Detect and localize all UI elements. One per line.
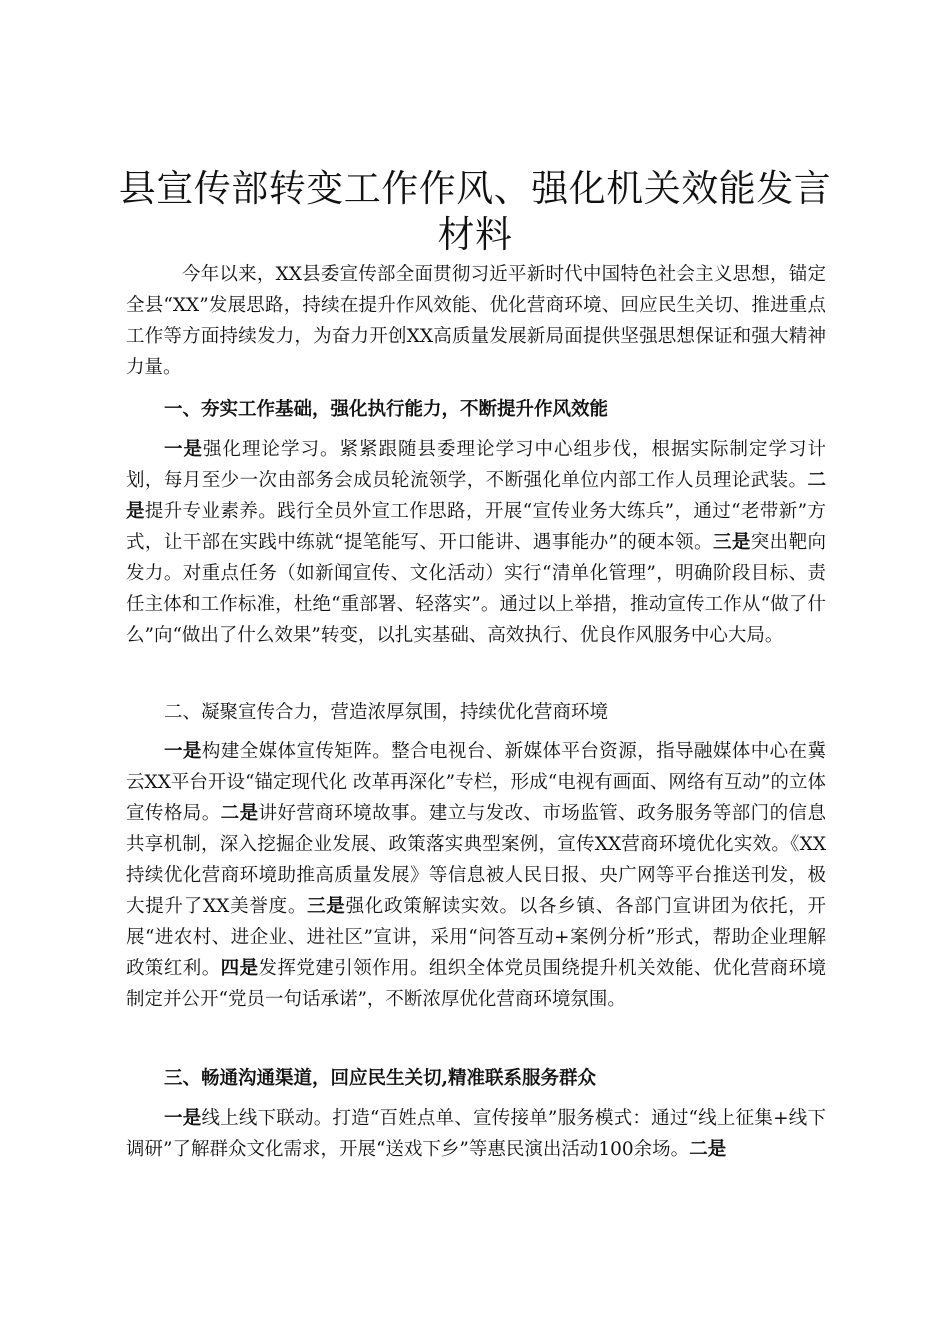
- section-1-paragraph: [126, 434, 826, 651]
- section-2-lead-2: 二是: [220, 803, 259, 824]
- section-2-paragraph: [126, 736, 826, 1015]
- section-1-text-2: 提升专业素养。践行全员外宣工作思路，开展“宣传业务大练兵”，通过“老带新”方式，让干部在实践中练就“提笔能写、开口能讲、遇事能办”的硬本领。: [126, 501, 826, 553]
- section-1-text-1: 强化理论学习。紧紧跟随县委理论学习中心组步伐，根据实际制定学习计划，每月至少一次由部务会成员轮流领学，不断强化单位内部工作人员理论武装。: [126, 439, 826, 491]
- section-3-lead-2: 二是: [689, 1139, 727, 1160]
- section-1-text-3: 突出靶向发力。对重点任务（如新闻宣传、文化活动）实行“清单化管理”，明确阶段目标、责任主体和工作标准，杜绝“重部署、轻落实”。通过以上举措，推动宣传工作从“做了什么”向“做出了什么效果”转变，以扎实基础、高效执行、优良作风服务中心大局。: [126, 532, 826, 646]
- section-1-lead-2: 二是: [126, 470, 826, 522]
- section-3-text-1: 线上线下联动。打造“百姓点单、宣传接单”服务模式：通过“线上征集+线下调研”了解群众文化需求，开展“送戏下乡”等惠民演出活动100余场。: [126, 1108, 826, 1160]
- section-1-lead-3: 三是: [712, 532, 751, 553]
- section-2-heading: 二、凝聚宣传合力，营造浓厚氛围，持续优化营商环境: [164, 702, 609, 723]
- section-3-lead-1: 一是: [164, 1108, 202, 1129]
- section-1-lead-1: 一是: [164, 439, 203, 460]
- section-2-lead-3: 三是: [307, 896, 346, 917]
- section-2-text-3: 强化政策解读实效。以各乡镇、各部门宣讲团为依托，开展“进农村、进企业、进社区”宣讲，采用“问答互动+案例分析”形式，帮助企业理解政策红利。: [126, 896, 826, 979]
- section-1-heading: 一、夯实工作基础，强化执行能力，不断提升作风效能: [164, 399, 609, 420]
- section-2-lead-1: 一是: [164, 741, 202, 762]
- section-2-lead-4: 四是: [220, 958, 259, 979]
- section-2-text-1: 构建全媒体宣传矩阵。整合电视台、新媒体平台资源，指导融媒体中心在冀云XX平台开设“锚定现代化 改革再深化”专栏，形成“电视有画面、网络有互动”的立体宣传格局。: [126, 741, 826, 824]
- intro-paragraph: 今年以来，XX县委宣传部全面贯彻习近平新时代中国特色社会主义思想，锚定全县“XX”发展思路，持续在提升作风效能、优化营商环境、回应民生关切、推进重点工作等方面持续发力，为奋力开创XX高质量发展新局面提供坚强思想保证和强大精神力量。: [126, 264, 826, 378]
- document-title: 县宣传部转变工作作风、强化机关效能发言材料: [118, 167, 832, 256]
- section-3-heading: 三、畅通沟通渠道，回应民生关切,精准联系服务群众: [164, 1068, 596, 1089]
- section-2-text-4: 发挥党建引领作用。组织全体党员围绕提升机关效能、优化营商环境制定并公开“党员一句话承诺”，不断浓厚优化营商环境氛围。: [126, 958, 826, 1010]
- section-3-paragraph: [126, 1103, 826, 1165]
- section-2-text-2: 讲好营商环境故事。建立与发改、市场监管、政务服务等部门的信息共享机制，深入挖掘企业发展、政策落实典型案例，宣传XX营商环境优化实效。《XX持续优化营商环境助推高质量发展》等信息被人民日报、央广网等平台推送刊发，极大提升了XX美誉度。: [126, 803, 826, 917]
